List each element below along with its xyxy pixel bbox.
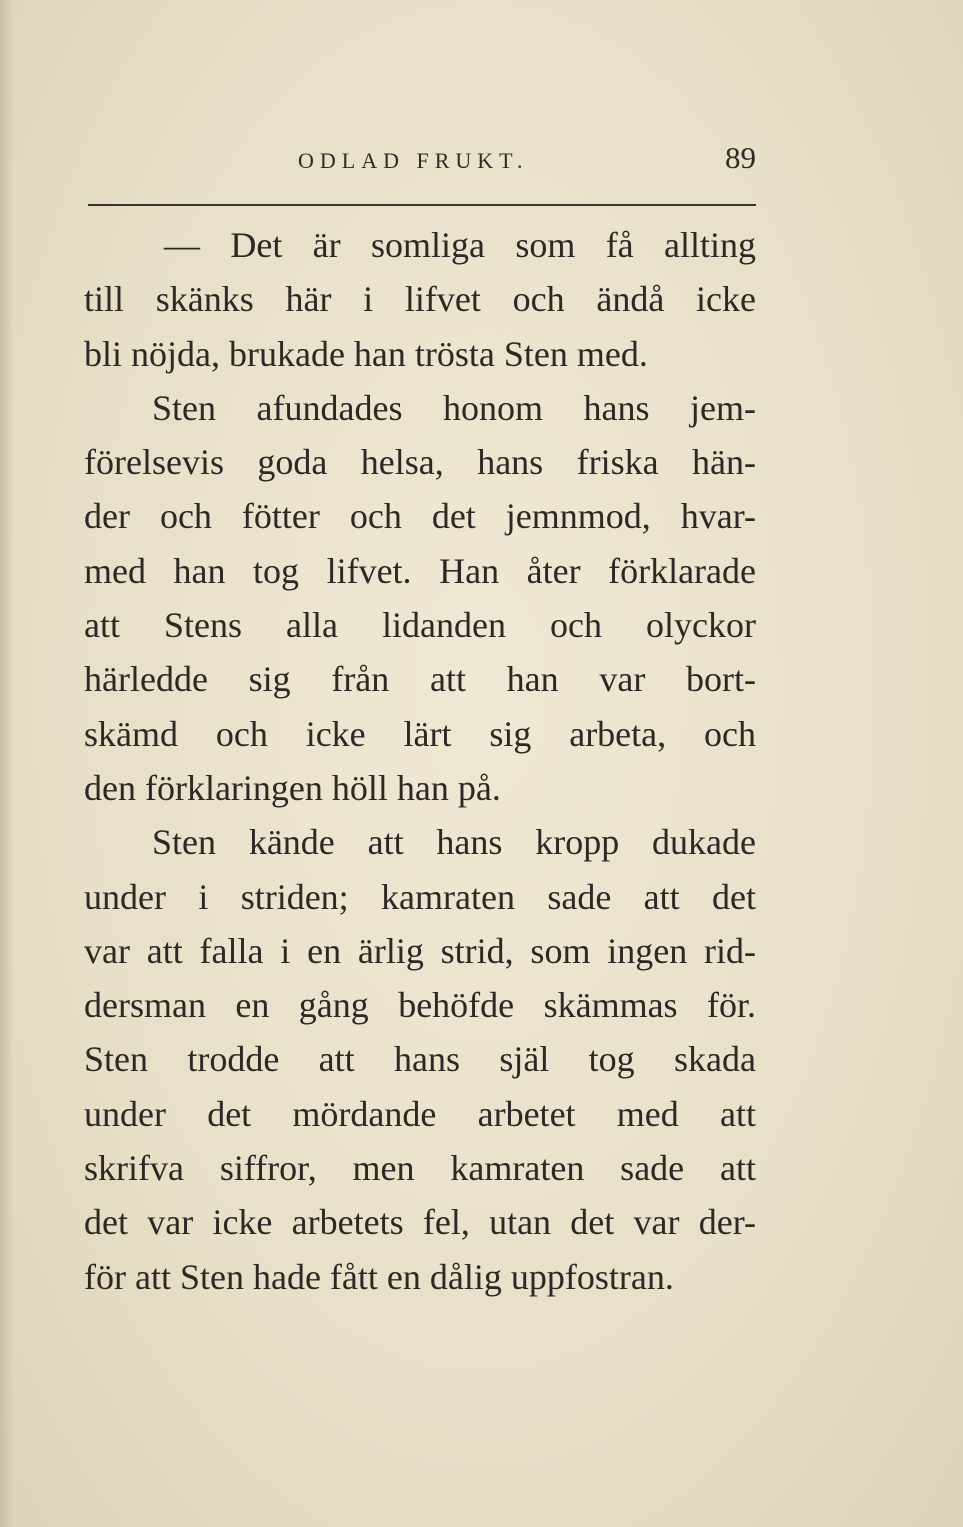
text-line: Sten trodde att hans själ tog skada — [84, 1039, 756, 1080]
text-line: förelsevis goda helsa, hans friska hän- — [84, 442, 756, 483]
text-line: till skänks här i lifvet och ändå icke — [84, 279, 756, 320]
text-line: dersman en gång behöfde skämmas för. — [84, 985, 756, 1026]
text-line: skämd och icke lärt sig arbeta, och — [84, 713, 756, 754]
text-line: att Stens alla lidanden och olyckor — [84, 605, 756, 646]
text-line: härledde sig från att han var bort- — [84, 659, 756, 700]
text-line: var att falla i en ärlig strid, som ingen rid- — [84, 930, 756, 971]
text-line: Sten kände att hans kropp dukade — [152, 822, 756, 863]
text-line: det var icke arbetets fel, utan det var der- — [84, 1202, 756, 1243]
text-line: skrifva siffror, men kamraten sade att — [84, 1148, 756, 1189]
text-line: Sten afundades honom hans jem- — [152, 387, 756, 428]
header-rule — [88, 204, 756, 206]
page-header — [88, 140, 758, 184]
text-line: med han tog lifvet. Han åter förklarade — [84, 550, 756, 591]
text-line: den förklaringen höll han på. — [84, 767, 501, 808]
text-line: bli nöjda, brukade han trösta Sten med. — [84, 333, 648, 374]
body-text — [84, 218, 756, 1304]
text-line: under det mördande arbetet med att — [84, 1093, 756, 1134]
running-title: ODLAD FRUKT. — [298, 148, 529, 173]
text-line: under i striden; kamraten sade att det — [84, 876, 756, 917]
page-edge-shadow — [0, 0, 14, 1527]
page-number: 89 — [725, 140, 756, 175]
text-line: för att Sten hade fått en dålig uppfostran. — [84, 1256, 674, 1297]
text-line: — Det är somliga som få allting — [164, 225, 756, 265]
text-line: der och fötter och det jemnmod, hvar- — [84, 496, 756, 537]
